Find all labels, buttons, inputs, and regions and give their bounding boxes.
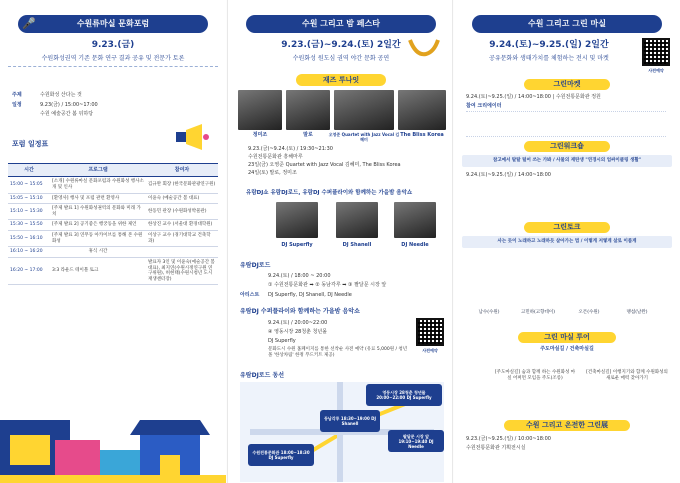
table-row bbox=[8, 247, 218, 258]
market-seller-row bbox=[466, 103, 502, 109]
place-row bbox=[40, 111, 93, 117]
show-place-row bbox=[268, 329, 327, 335]
row-people: 발표자 3인 및 이윤숙(예술공간 봄 대표), 최지연(수원시정연구원 연구위원), 허현태(수원시청년 도시재생센터장) bbox=[146, 257, 218, 285]
row-program: [주제 발표 1] 수원화성권역의 문화와 미래 가치 bbox=[50, 204, 146, 220]
road-artist-label: 아티스트 bbox=[240, 292, 260, 298]
megaphone-illustration bbox=[172, 122, 212, 152]
qr-caption: 사전예약 bbox=[422, 348, 438, 353]
row-time: 15:30 ~ 15:50 bbox=[8, 220, 50, 231]
map-label: 영동시장 28청춘 청년몰 20:00~22:00 DJ Superfly bbox=[366, 384, 442, 406]
row-people: 한상진 교수 (서울대 환경대학원) bbox=[146, 220, 218, 231]
tour-left: [주도마실길] 숨과 함께 하는 수원화성 마실 어쩌면 모임을 주도(조롱) bbox=[494, 370, 576, 381]
jazz-title: 재즈 투나잇 bbox=[296, 74, 386, 86]
show-date-row bbox=[268, 320, 327, 326]
forum-schedule-title: 포럼 일정표 bbox=[12, 140, 49, 148]
road-route-row bbox=[268, 282, 386, 288]
jazz-line1: 23일(금) 오영준 Quartet with Jazz Vocal 김혜미, The Bliss Korea bbox=[248, 162, 401, 168]
row-time: 16:20 ~ 17:00 bbox=[8, 257, 50, 285]
road-title: 유람DJ로드 bbox=[240, 262, 271, 269]
green-title: 수원 그리고 그린 마실 bbox=[472, 15, 662, 33]
road-date-row bbox=[268, 273, 331, 279]
workshop-row bbox=[466, 172, 551, 178]
festa-subtitle: 수원화성 원도심 권역 야간 문화 공연 bbox=[292, 55, 390, 62]
row-people: 이윤숙 (예술공간 봄 대표) bbox=[146, 193, 218, 204]
show-title: 유람DJ 수퍼플라이와 함께하는 가을밤 음악쇼 bbox=[240, 308, 360, 315]
show-artist-row bbox=[268, 338, 296, 344]
jazz-line2-row bbox=[248, 170, 297, 176]
dj-name: DJ Needle bbox=[401, 242, 429, 248]
row-people bbox=[146, 247, 218, 258]
place-value: 수원 예술공간 봄 뒤하당 bbox=[40, 111, 94, 117]
theme-row bbox=[12, 92, 82, 98]
qr-code[interactable] bbox=[416, 318, 444, 346]
jazz-line1-row bbox=[248, 162, 401, 168]
row-time: 15:00 ~ 15:05 bbox=[8, 177, 50, 193]
table-row bbox=[8, 220, 218, 231]
artist-photo bbox=[238, 90, 282, 130]
table-row bbox=[8, 193, 218, 204]
jazz-date-row bbox=[248, 146, 333, 152]
fortress-illustration bbox=[0, 380, 226, 483]
col-header-program: 프로그램 bbox=[50, 164, 146, 177]
talk-speaker: 남수(수원) bbox=[478, 310, 500, 316]
artist-name: 말로 bbox=[303, 132, 313, 138]
tour-sub: 주도마실길 / 건축마실길 bbox=[540, 346, 594, 352]
row-program: [주제 발표 3] 연무동 아카이브를 통해 본 수원화성 bbox=[50, 231, 146, 247]
row-program: [소개] 수원류마실 문화포럼과 수원화성 행사소개 및 인사 bbox=[50, 177, 146, 193]
dj-name: DJ Superfly bbox=[281, 242, 313, 248]
forum-subtitle: 수원화성권역 기존 문화 연구 결과 공유 및 전문가 토론 bbox=[41, 55, 185, 62]
exhibit-title: 수원 그리고 온전한 그린展 bbox=[504, 420, 630, 431]
workshop-date: 9.24.(토)~9.25.(일) / 14:00~18:00 bbox=[466, 172, 551, 178]
forum-date: 9.23.(금) bbox=[91, 40, 135, 50]
row-time: 15:50 ~ 16:10 bbox=[8, 231, 50, 247]
divider bbox=[8, 66, 218, 67]
artist-name: The Bliss Korea bbox=[400, 132, 444, 138]
theme-value: 수원화성 산다는 것 bbox=[40, 92, 82, 98]
row-program: [환영사] 행사 및 포럼 관련 환영사 bbox=[50, 193, 146, 204]
forum-schedule-table bbox=[8, 163, 218, 285]
market-date-row bbox=[466, 94, 601, 100]
row-people: 이상구 교수 (경기대학교 건축학과) bbox=[146, 231, 218, 247]
show-artist: DJ Superfly bbox=[268, 338, 296, 344]
exhibit-date-row bbox=[466, 436, 551, 442]
saxophone-icon bbox=[406, 36, 442, 60]
dj-title: 유람DJ쇼 유람DJ로드, 유람DJ 수퍼플라이와 함께하는 가을밤 음악쇼 bbox=[246, 190, 413, 196]
night-festa-column bbox=[227, 0, 453, 483]
schedule-row bbox=[12, 102, 98, 108]
market-seller: 참여 크리에이터 bbox=[466, 103, 502, 109]
row-time: 15:10 ~ 15:30 bbox=[8, 204, 50, 220]
road-artist-row bbox=[240, 292, 352, 298]
dj-photo bbox=[394, 202, 436, 238]
green-date: 9.24.(토)~9.25.(일) 2일간 bbox=[489, 40, 609, 50]
schedule-label: 일정 bbox=[12, 102, 22, 108]
map-label: 동남각루 18:30~19:00 DJ Shanell bbox=[320, 410, 380, 432]
qr-caption: 사전예약 bbox=[648, 68, 664, 73]
exhibit-date: 9.23.(금)~9.25.(일) / 10:00~18:00 bbox=[466, 436, 551, 442]
exhibit-place: 수원전통문화관 기획전시실 bbox=[466, 445, 526, 451]
show-date: 9.24.(토) / 20:00~22:00 bbox=[268, 320, 328, 326]
map-label: 수원전통문화관 18:00~18:30 DJ Superfly bbox=[248, 444, 314, 466]
talk-speaker: 맹섭(날완) bbox=[626, 310, 648, 316]
artist-photo bbox=[334, 90, 394, 130]
map-label: 팔달문 시장 앞 19:10~19:40 DJ Needle bbox=[388, 430, 444, 452]
row-program: 3:3 라운드 테이블 토크 bbox=[50, 257, 146, 285]
table-row bbox=[8, 257, 218, 285]
artist-name: 정미조 bbox=[252, 132, 268, 138]
workshop-sub: 참고예서 탈탈 털어 쓰는 가봐 / 사물의 재탄생 "연경시의 업싸이클링 생활" bbox=[462, 155, 672, 167]
row-program: 휴식 시간 bbox=[50, 247, 146, 258]
show-place: ④ 영동시장 28청춘 청년몰 bbox=[268, 329, 328, 335]
row-program: [주제 발표 2] 공기좋은 행궁동을 위한 제언 bbox=[50, 220, 146, 231]
talk-sub: 사는 듯이 노래하고 노래하듯 살아가는 법 / 이렇게 저렇게 살로 이룸게 bbox=[462, 236, 672, 248]
green-subtitle: 공유문화와 생태가치를 체험하는 전시 및 마켓 bbox=[489, 55, 609, 62]
festa-title: 수원 그리고 밤 페스타 bbox=[246, 15, 436, 33]
map-title: 유람DJ로드 동선 bbox=[240, 372, 285, 379]
forum-title: 수원류마실 문화포럼 bbox=[18, 15, 208, 33]
forum-column bbox=[0, 0, 226, 483]
workshop-title: 그린워크숍 bbox=[524, 141, 610, 152]
jazz-date: 9.23.(금)~9.24.(토) / 19:30~21:30 bbox=[248, 146, 333, 152]
row-people: 한동민 관장 (수원화성박물관) bbox=[146, 204, 218, 220]
theme-label: 주제 bbox=[12, 92, 22, 98]
green-column bbox=[454, 0, 680, 483]
qr-code[interactable] bbox=[642, 38, 670, 66]
artist-photo bbox=[286, 90, 330, 130]
row-time: 15:05 ~ 15:10 bbox=[8, 193, 50, 204]
exhibit-place-row bbox=[466, 445, 526, 451]
festa-date: 9.23.(금)~9.24.(토) 2일간 bbox=[281, 40, 401, 50]
table-row bbox=[8, 204, 218, 220]
talk-title: 그린토크 bbox=[524, 222, 610, 233]
col-header-time: 시간 bbox=[8, 164, 50, 177]
market-details bbox=[466, 111, 666, 137]
microphone-icon: 🎤 bbox=[22, 17, 36, 31]
road-date: 9.24.(토) / 18:00 ~ 20:00 bbox=[268, 273, 331, 279]
talk-speaker: 오픈(수원) bbox=[578, 310, 600, 316]
dj-name: DJ Shanell bbox=[342, 242, 372, 248]
tour-title: 그린 마실 투어 bbox=[518, 332, 616, 343]
row-people: 김규완 회장 (한국문화관광연구원) bbox=[146, 177, 218, 193]
table-row bbox=[8, 177, 218, 193]
schedule-value: 9.23(금) / 15:00~17:00 bbox=[40, 102, 98, 108]
row-time: 16:10 ~ 16:20 bbox=[8, 247, 50, 258]
artist-photo bbox=[398, 90, 446, 130]
dj-photo bbox=[336, 202, 378, 238]
jazz-place: 수원전통문화관 흥해마루 bbox=[248, 154, 303, 160]
jazz-place-row bbox=[248, 154, 303, 160]
artist-name: 오영준 Quartet with Jazz Vocal 김혜미 bbox=[328, 132, 400, 142]
road-artist: DJ Superfly, DJ Shanell, DJ Needle bbox=[268, 292, 352, 298]
road-route: ① 수원전통문화관 ➡ ② 동남각루 ➡ ③ 팔달문 시장 앞 bbox=[268, 282, 387, 288]
table-row bbox=[8, 231, 218, 247]
dj-photo bbox=[276, 202, 318, 238]
jazz-line2: 24일(토) 말로, 정미조 bbox=[248, 170, 297, 176]
show-apply: 문화도시 수원 홈페이지를 통한 선착순 사전 예약 (유료 5,000원 / 청년몰 '한상차림' 한정 푸드키트 제공) bbox=[268, 347, 408, 358]
market-title: 그린마켓 bbox=[524, 79, 610, 90]
col-header-people: 참여자 bbox=[146, 164, 218, 177]
tour-right: [건축마실길] 이행지기와 함께 수원화성의 새로운 매력 찾아가기 bbox=[586, 370, 668, 381]
talk-speaker: 고민하(고향데이) bbox=[521, 310, 555, 316]
market-date: 9.24.(토)~9.25.(일) / 14:00~18:00 | 수원전통문화관 정원 bbox=[466, 94, 601, 100]
